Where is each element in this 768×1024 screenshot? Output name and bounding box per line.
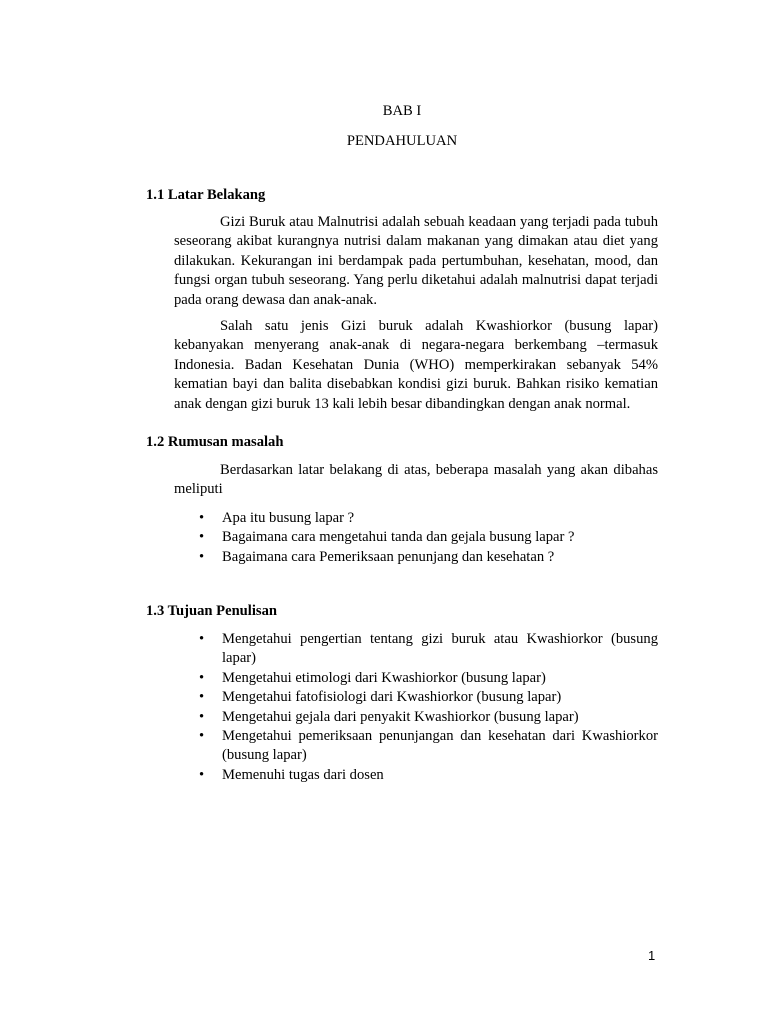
list-item-text: Mengetahui gejala dari penyakit Kwashiorkor (busung lapar) [222,708,579,725]
bullet-icon: • [199,548,205,565]
paragraph-rumusan-intro: Berdasarkan latar belakang di atas, beberapa masalah yang akan dibahas meliputi [174,462,658,498]
section-heading-latar-belakang: 1.1 Latar Belakang [146,187,266,203]
chapter-label: BAB I [382,103,422,119]
list-item [174,630,658,669]
bullet-icon: • [199,689,205,706]
section-heading-tujuan-penulisan: 1.3 Tujuan Penulisan [146,603,278,619]
list-item-text: Memenuhi tugas dari dosen [222,766,384,783]
list-item-text: Mengetahui etimologi dari Kwashiorkor (busung lapar) [222,669,546,686]
paragraph-latar-1: Gizi Buruk atau Malnutrisi adalah sebuah keadaan yang terjadi pada tubuh seseorang akibat kurangnya nutrisi dalam makanan yang dimakan atau diet yang dilakukan. Kekurangan ini berdampak pada pertumbuhan, kesehatan, mood, dan fungsi organ tubuh seseorang. Yang perlu diketahui adalah malnutrisi dapat terjadi pada orang dewasa dan anak-anak. [174,214,658,308]
list-item [174,528,658,547]
paragraph-latar-2: Salah satu jenis Gizi buruk adalah Kwashiorkor (busung lapar) kebanyakan menyerang anak-anak di negara-negara berkembang –termasuk Indonesia. Badan Kesehatan Dunia (WHO) memperkirakan sebanyak 54% kematian bayi dan balita disebabkan kondisi gizi buruk. Bahkan risiko kematian anak dengan gizi buruk 13 kali lebih besar dibandingkan dengan anak normal. [174,318,658,412]
list-item-text: Mengetahui pemeriksaan penunjangan dan kesehatan dari Kwashiorkor (busung lapar) [222,728,658,764]
list-item [174,509,658,528]
section-heading-rumusan-masalah: 1.2 Rumusan masalah [146,434,284,450]
bullet-icon: • [199,529,205,546]
list-item [174,669,658,688]
bullet-icon: • [199,669,205,686]
list-item-text: Mengetahui fatofisiologi dari Kwashiorkor (busung lapar) [222,689,562,706]
list-item-text: Bagaimana cara Pemeriksaan penunjang dan kesehatan ? [222,548,555,565]
list-item-text: Bagaimana cara mengetahui tanda dan gejala busung lapar ? [222,529,575,546]
list-item [174,548,658,567]
bullet-icon: • [199,708,205,725]
page-number: 1 [648,948,656,963]
rumusan-list [174,509,658,567]
bullet-icon: • [199,766,205,783]
bullet-icon: • [199,728,205,745]
list-item-text: Apa itu busung lapar ? [222,510,355,526]
chapter-title: PENDAHULUAN [346,133,458,149]
list-item [174,766,658,785]
list-item-text: Mengetahui pengertian tentang gizi buruk atau Kwashiorkor (busung lapar) [222,631,658,667]
tujuan-list [174,630,658,785]
bullet-icon: • [199,631,205,647]
list-item [174,688,658,707]
bullet-icon: • [199,510,205,526]
list-item [174,708,658,727]
list-item [174,727,658,766]
